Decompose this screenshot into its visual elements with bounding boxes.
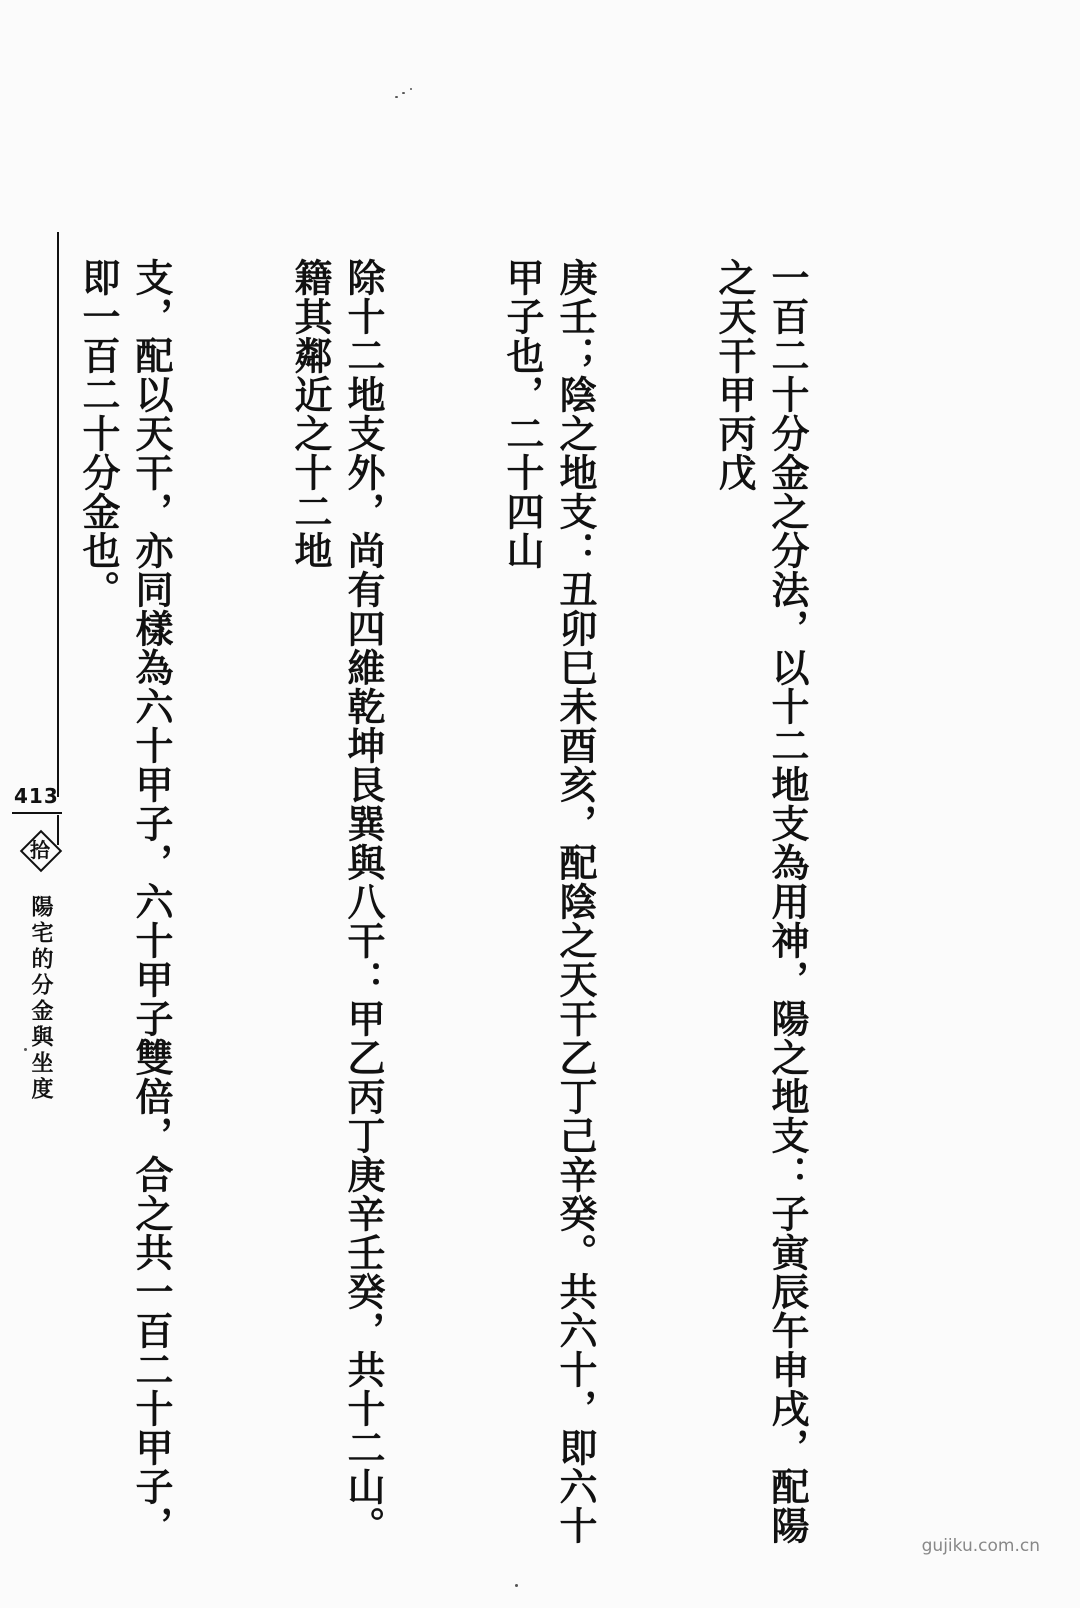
scan-speck: [410, 88, 412, 90]
scan-speck: [24, 1048, 27, 1051]
chapter-diamond-icon: [20, 830, 60, 870]
text-column-1: 一百二十分金之分法，以十二地支為用神，陽之地支：子寅辰午申戌，配陽之天干甲丙戊: [712, 258, 810, 1545]
margin-rule: [57, 232, 59, 797]
page-number: 413: [14, 784, 59, 808]
text-column-2: 庚壬；陰之地支：丑卯巳未酉亥，配陰之天干乙丁己辛癸。共六十，即六十甲子也，二十四山: [500, 258, 598, 1545]
body-text: [60, 258, 920, 1558]
page-number-underline: [12, 812, 62, 814]
scan-speck: [402, 92, 405, 94]
running-head: 陽宅的分金與坐度: [28, 895, 54, 1103]
chapter-mark: 拾: [30, 838, 50, 862]
scan-speck: [395, 96, 398, 98]
scan-speck: [515, 1584, 518, 1587]
text-column-3: 除十二地支外，尚有四維乾坤艮巽與八干：甲乙丙丁庚辛壬癸，共十二山。籍其鄰近之十二地: [288, 258, 386, 1545]
watermark: gujiku.com.cn: [921, 1536, 1040, 1556]
text-column-4: 支，配以天干，亦同樣為六十甲子，六十甲子雙倍，合之共一百二十甲子，即一百二十分金也。: [76, 258, 174, 1545]
